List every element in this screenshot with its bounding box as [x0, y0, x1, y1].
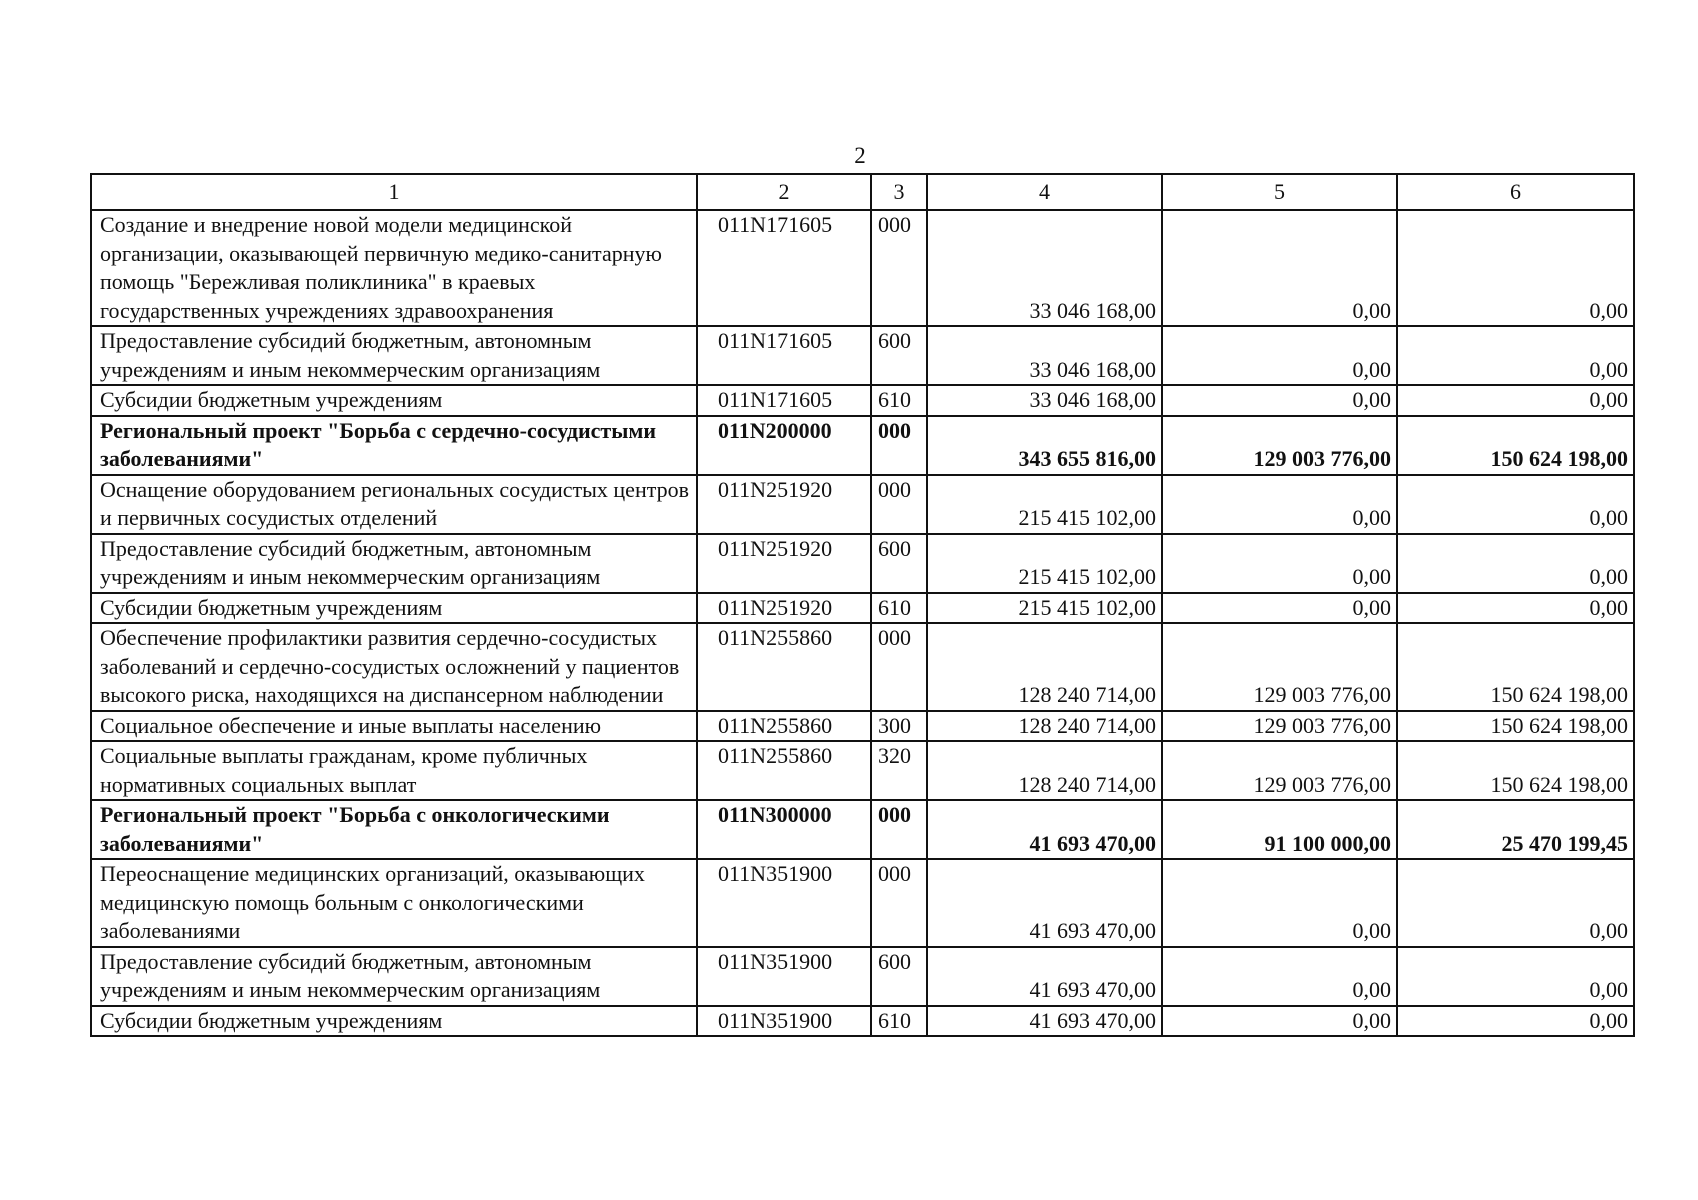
amount-cell-col6: 0,00 — [1397, 947, 1634, 1006]
expense-name-cell: Предоставление субсидий бюджетным, автономным учреждениям и иным некоммерческим организациям — [91, 947, 697, 1006]
amount-cell-col5: 0,00 — [1162, 947, 1397, 1006]
expense-type-code-cell: 320 — [871, 741, 927, 800]
amount-cell-col5: 0,00 — [1162, 475, 1397, 534]
expense-name-cell: Субсидии бюджетным учреждениям — [91, 593, 697, 624]
amount-cell-col6: 0,00 — [1397, 534, 1634, 593]
amount-cell-col6: 0,00 — [1397, 210, 1634, 326]
amount-cell-col4: 343 655 816,00 — [927, 416, 1162, 475]
table-row-project — [91, 416, 1634, 475]
amount-cell-col4: 33 046 168,00 — [927, 210, 1162, 326]
amount-cell-col5: 129 003 776,00 — [1162, 623, 1397, 711]
amount-cell-col5: 129 003 776,00 — [1162, 711, 1397, 742]
amount-cell-col6: 0,00 — [1397, 593, 1634, 624]
target-article-code-cell: 011N255860 — [697, 711, 871, 742]
target-article-code-cell: 011N351900 — [697, 1006, 871, 1037]
column-header: 6 — [1397, 174, 1634, 210]
amount-cell-col4: 33 046 168,00 — [927, 326, 1162, 385]
table-row — [91, 741, 1634, 800]
amount-cell-col6: 0,00 — [1397, 859, 1634, 947]
expense-name-cell: Субсидии бюджетным учреждениям — [91, 1006, 697, 1037]
column-number-header-row — [91, 174, 1634, 210]
expense-name-cell: Социальное обеспечение и иные выплаты населению — [91, 711, 697, 742]
amount-cell-col6: 150 624 198,00 — [1397, 711, 1634, 742]
expense-name-cell: Создание и внедрение новой модели медицинской организации, оказывающей первичную медико-санитарную помощь "Бережливая поликлиника" в краевых государственных учреждениях здравоохранения — [91, 210, 697, 326]
amount-cell-col5: 129 003 776,00 — [1162, 416, 1397, 475]
amount-cell-col5: 129 003 776,00 — [1162, 741, 1397, 800]
expense-type-code-cell: 600 — [871, 947, 927, 1006]
amount-cell-col6: 150 624 198,00 — [1397, 623, 1634, 711]
amount-cell-col5: 0,00 — [1162, 593, 1397, 624]
expense-name-cell: Предоставление субсидий бюджетным, автономным учреждениям и иным некоммерческим организациям — [91, 326, 697, 385]
amount-cell-col4: 215 415 102,00 — [927, 534, 1162, 593]
table-row — [91, 326, 1634, 385]
amount-cell-col4: 41 693 470,00 — [927, 1006, 1162, 1037]
amount-cell-col6: 0,00 — [1397, 475, 1634, 534]
target-article-code-cell: 011N300000 — [697, 800, 871, 859]
target-article-code-cell: 011N251920 — [697, 475, 871, 534]
table-body — [91, 210, 1634, 1036]
table-row — [91, 475, 1634, 534]
expense-type-code-cell: 000 — [871, 800, 927, 859]
expense-type-code-cell: 000 — [871, 210, 927, 326]
amount-cell-col4: 41 693 470,00 — [927, 947, 1162, 1006]
amount-cell-col6: 150 624 198,00 — [1397, 416, 1634, 475]
expense-type-code-cell: 000 — [871, 475, 927, 534]
expense-type-code-cell: 600 — [871, 534, 927, 593]
expense-name-cell: Обеспечение профилактики развития сердечно-сосудистых заболеваний и сердечно-сосудистых осложнений у пациентов высокого риска, находящихся на диспансерном наблюдении — [91, 623, 697, 711]
target-article-code-cell: 011N255860 — [697, 741, 871, 800]
amount-cell-col4: 41 693 470,00 — [927, 859, 1162, 947]
amount-cell-col4: 41 693 470,00 — [927, 800, 1162, 859]
amount-cell-col5: 0,00 — [1162, 385, 1397, 416]
amount-cell-col6: 0,00 — [1397, 1006, 1634, 1037]
table-row — [91, 1006, 1634, 1037]
target-article-code-cell: 011N171605 — [697, 326, 871, 385]
expense-name-cell: Региональный проект "Борьба с сердечно-сосудистыми заболеваниями" — [91, 416, 697, 475]
column-header: 2 — [697, 174, 871, 210]
table-row — [91, 210, 1634, 326]
amount-cell-col6: 150 624 198,00 — [1397, 741, 1634, 800]
target-article-code-cell: 011N171605 — [697, 210, 871, 326]
table-row — [91, 711, 1634, 742]
amount-cell-col5: 0,00 — [1162, 859, 1397, 947]
table-row — [91, 534, 1634, 593]
amount-cell-col4: 215 415 102,00 — [927, 475, 1162, 534]
expense-type-code-cell: 600 — [871, 326, 927, 385]
column-header: 1 — [91, 174, 697, 210]
amount-cell-col6: 0,00 — [1397, 385, 1634, 416]
page-number: 2 — [854, 143, 866, 168]
expense-name-cell: Оснащение оборудованием региональных сосудистых центров и первичных сосудистых отделений — [91, 475, 697, 534]
target-article-code-cell: 011N200000 — [697, 416, 871, 475]
table-row — [91, 593, 1634, 624]
table-row — [91, 623, 1634, 711]
table-row — [91, 947, 1634, 1006]
expense-name-cell: Региональный проект "Борьба с онкологическими заболеваниями" — [91, 800, 697, 859]
target-article-code-cell: 011N255860 — [697, 623, 871, 711]
expense-type-code-cell: 610 — [871, 1006, 927, 1037]
amount-cell-col4: 33 046 168,00 — [927, 385, 1162, 416]
expense-type-code-cell: 610 — [871, 385, 927, 416]
expense-name-cell: Предоставление субсидий бюджетным, автономным учреждениям и иным некоммерческим организациям — [91, 534, 697, 593]
column-header: 3 — [871, 174, 927, 210]
amount-cell-col4: 128 240 714,00 — [927, 623, 1162, 711]
expense-name-cell: Социальные выплаты гражданам, кроме публичных нормативных социальных выплат — [91, 741, 697, 800]
target-article-code-cell: 011N171605 — [697, 385, 871, 416]
expense-type-code-cell: 610 — [871, 593, 927, 624]
target-article-code-cell: 011N351900 — [697, 947, 871, 1006]
target-article-code-cell: 011N251920 — [697, 534, 871, 593]
amount-cell-col5: 0,00 — [1162, 1006, 1397, 1037]
target-article-code-cell: 011N251920 — [697, 593, 871, 624]
amount-cell-col4: 128 240 714,00 — [927, 741, 1162, 800]
expense-name-cell: Переоснащение медицинских организаций, оказывающих медицинскую помощь больным с онкологическими заболеваниями — [91, 859, 697, 947]
amount-cell-col5: 0,00 — [1162, 534, 1397, 593]
expense-type-code-cell: 000 — [871, 416, 927, 475]
table-row — [91, 385, 1634, 416]
budget-table — [90, 173, 1635, 1037]
expense-name-cell: Субсидии бюджетным учреждениям — [91, 385, 697, 416]
amount-cell-col4: 128 240 714,00 — [927, 711, 1162, 742]
expense-type-code-cell: 000 — [871, 859, 927, 947]
table-row-project — [91, 800, 1634, 859]
table-row — [91, 859, 1634, 947]
amount-cell-col5: 0,00 — [1162, 326, 1397, 385]
target-article-code-cell: 011N351900 — [697, 859, 871, 947]
column-header: 5 — [1162, 174, 1397, 210]
expense-type-code-cell: 300 — [871, 711, 927, 742]
amount-cell-col6: 0,00 — [1397, 326, 1634, 385]
amount-cell-col5: 91 100 000,00 — [1162, 800, 1397, 859]
expense-type-code-cell: 000 — [871, 623, 927, 711]
amount-cell-col5: 0,00 — [1162, 210, 1397, 326]
amount-cell-col4: 215 415 102,00 — [927, 593, 1162, 624]
amount-cell-col6: 25 470 199,45 — [1397, 800, 1634, 859]
column-header: 4 — [927, 174, 1162, 210]
